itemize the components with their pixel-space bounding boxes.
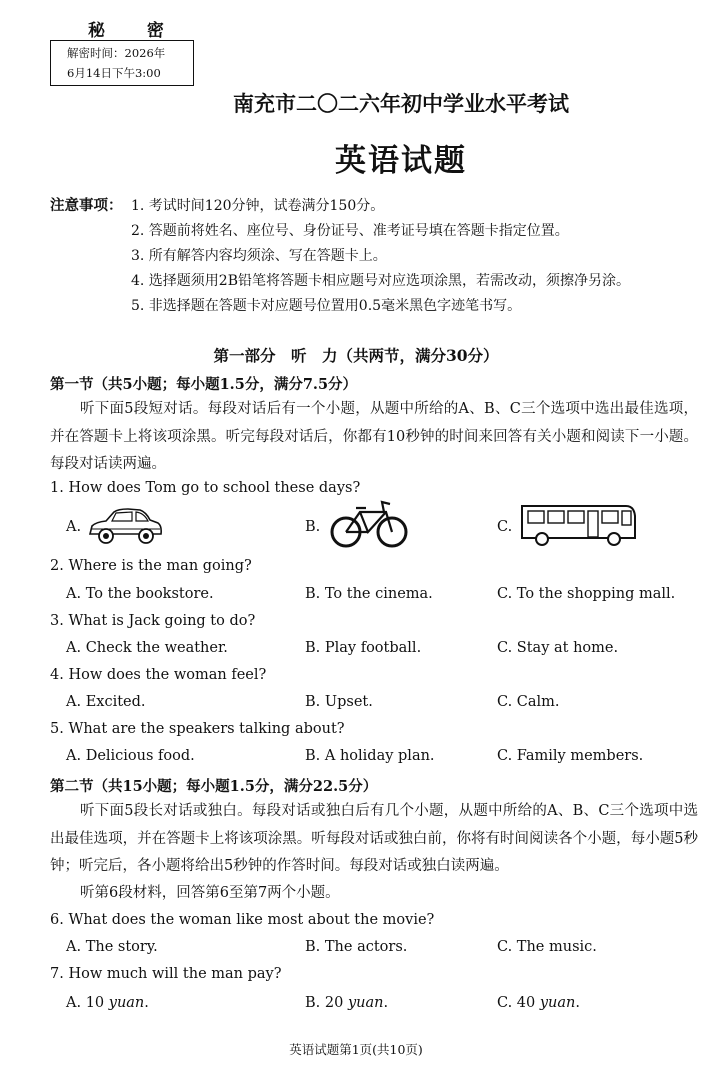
option-period: . — [575, 995, 580, 1011]
question-1: 1. How does Tom go to school these days? — [50, 480, 361, 496]
section-title: 第二节（共15小题；每小题1.5分，满分22.5分） — [50, 778, 378, 795]
option-a: A. Check the weather. — [66, 640, 228, 656]
declassification-line-2: 6月14日下午3:00 — [67, 66, 161, 80]
option-a: A. — [66, 519, 82, 535]
section-instructions: 听下面5段短对话。每段对话后有一个小题，从题中所给的A、B、C三个选项中选出最佳选项，并在答题卡上将该项涂黑。听完每段对话后，你都有10秒钟的时间来回答有关小题和阅读下一小题。每段对话读两遍。 — [50, 401, 698, 472]
option-c: C. Family members. — [497, 748, 644, 764]
option-b: B. — [305, 519, 321, 535]
option-b: B. Play football. — [305, 640, 422, 656]
option-b: B. To the cinema. — [305, 586, 433, 602]
car-icon — [86, 504, 164, 548]
option-a: A. Excited. — [66, 694, 146, 710]
exam-title: 南充市二〇二六年初中学业水平考试 — [233, 91, 569, 116]
option-b — [305, 995, 388, 1011]
declassification-box — [50, 40, 194, 86]
option-unit: yuan — [108, 995, 145, 1011]
option-a — [66, 995, 149, 1011]
option-period: . — [144, 995, 149, 1011]
bus-icon — [518, 500, 638, 548]
question-2: 2. Where is the man going? — [50, 558, 252, 574]
option-b: B. The actors. — [305, 939, 408, 955]
option-value: B. 20 — [305, 995, 348, 1011]
notice-label: 注意事项： — [50, 197, 123, 214]
option-b: B. A holiday plan. — [305, 748, 435, 764]
section-instructions: 听下面5段长对话或独白。每段对话或独白后有几个小题，从题中所给的A、B、C三个选项中选出最佳选项，并在答题卡上将该项涂黑。听每段对话或独白前，你将有时间阅读各个小题，每小题5秒钟；听完后，各小题将给出5秒钟的作答时间。每段对话或独白读两遍。 — [50, 803, 698, 874]
page-footer: 英语试题第1页(共10页) — [289, 1042, 423, 1057]
secret-label: 秘 密 — [88, 21, 182, 41]
option-c — [497, 995, 580, 1011]
question-6: 6. What does the woman like most about the movie? — [50, 912, 435, 928]
bicycle-icon — [328, 498, 410, 550]
notice-item: 3. 所有解答内容均须涂、写在答题卡上。 — [131, 248, 387, 264]
option-c: C. Stay at home. — [497, 640, 619, 656]
option-c: C. — [497, 519, 513, 535]
notice-item: 1. 考试时间120分钟，试卷满分150分。 — [131, 198, 385, 214]
option-period: . — [383, 995, 389, 1011]
notice-item: 4. 选择题须用2B铅笔将答题卡相应题号对应选项涂黑，若需改动，须擦净另涂。 — [131, 273, 631, 289]
option-a: A. The story. — [66, 939, 158, 955]
question-4: 4. How does the woman feel? — [50, 667, 267, 683]
option-value: A. 10 — [66, 995, 109, 1011]
option-c: C. The music. — [497, 939, 597, 955]
option-value: C. 40 — [497, 995, 540, 1011]
notice-item: 2. 答题前将姓名、座位号、身份证号、准考证号填在答题卡指定位置。 — [131, 223, 569, 239]
material-note: 听第6段材料，回答第6至第7两个小题。 — [80, 885, 340, 901]
option-a: A. Delicious food. — [66, 748, 195, 764]
question-7: 7. How much will the man pay? — [50, 966, 282, 982]
option-c: C. To the shopping mall. — [497, 586, 676, 602]
declassification-line-1: 解密时间：2026年 — [67, 46, 166, 60]
option-a: A. To the bookstore. — [66, 586, 214, 602]
option-c: C. Calm. — [497, 694, 560, 710]
notice-item: 5. 非选择题在答题卡对应题号位置用0.5毫米黑色字迹笔书写。 — [131, 298, 522, 314]
section-title: 第一节（共5小题；每小题1.5分，满分7.5分） — [50, 376, 358, 393]
option-unit: yuan — [539, 995, 576, 1011]
option-unit: yuan — [347, 995, 384, 1011]
subject-title: 英语试题 — [335, 143, 467, 179]
part-title: 第一部分 听 力（共两节，满分30分） — [213, 346, 499, 365]
option-b: B. Upset. — [305, 694, 373, 710]
question-5: 5. What are the speakers talking about? — [50, 721, 345, 737]
question-3: 3. What is Jack going to do? — [50, 613, 256, 629]
